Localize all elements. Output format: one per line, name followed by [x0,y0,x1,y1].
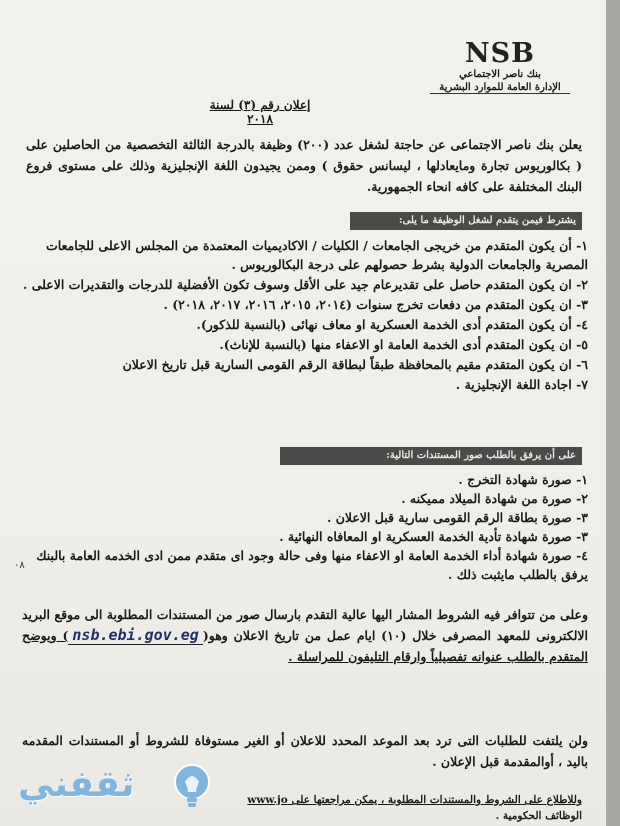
list-item: ٦- ان يكون المتقدم مقيم بالمحافظة طبقاً لبطاقة الرقم القومى السارية قبل تاريخ الاعلان [122,357,588,372]
list-item: ١- صورة شهادة التخرج . [458,472,588,487]
page-edge [606,0,620,826]
list-item: ٢- ان يكون المتقدم حاصل على تقديرعام جيد على الأقل وسوف تكون الأفضلية للدرجات والتقديرات الاعلى . [23,277,588,292]
email-address: nsb.ebi.gov.eg [68,626,202,645]
application-text: وعلى من تتوافر فيه الشروط المشار اليها عالية التقدم بارسال صور من المستندات المطلوبة الى موقع البريد الالكترونى للمعهد المصرفى خلال (١٠) ايام عمل من تاريخ الاعلان وهو( [22,607,589,643]
list-item: ١- أن يكون المتقدم من خريجى الجامعات / الكليات / الاكاديميات المعتمدة من المجلس الاعلى للجامعات المصرية والجامعات الدولية بشرط حصولهم على درجة البكالوريوس . [45,238,588,272]
margin-number: ٠٨ [14,560,25,571]
list-item: ٥- ان يكون المتقدم أدى الخدمة العامة او الاعفاء منها (بالنسبة للإناث). [219,337,588,352]
footer-line: الوظائف الحكومية . [495,810,582,822]
documents-list [22,470,588,584]
bank-name: بنك ناصر الاجتماعي [459,69,541,80]
notice-paragraph: ولن يلتفت للطلبات التى ترد بعد الموعد المحدد للاعلان أو الغير مستوفاة للشروط أو المستندات المقدمه باليد ، أوالمقدمة قبل الإعلان . [22,733,588,769]
list-item: ٤- صورة شهادة أداء الخدمة العامة او الاعفاء منها وفى حالة وجود اى متقدم ممن ادى الخدمه العامة بالبنك يرفق بالطلب مايثبت ذلك . [36,548,588,582]
announcement-title: إعلان رقم (٣) لسنة ٢٠١٨ [209,98,311,126]
list-item: ٤- أن يكون المتقدم أدى الخدمة العسكرية او معاف نهائى (بالنسبة للذكور). [196,317,588,332]
watermark-text: ثقفني [18,764,135,805]
footer-line: وللاطلاع على الشروط والمستندات المطلوبة ، يمكن مراجعتها على www.jo [247,794,582,806]
list-item: ٣- ان يكون المتقدم من دفعات تخرج سنوات (٢٠١٤، ٢٠١٥، ٢٠١٦، ٢٠١٧، ٢٠١٨) . [163,297,588,312]
department-name: الإدارة العامة للموارد البشرية [430,82,570,94]
intro-paragraph: يعلن بنك ناصر الاجتماعى عن حاجتة لشغل عدد (٢٠٠) وظيفة بالدرجة الثالثة التخصصية من الحاصلين على ( بكالوريوس تجارة ومايعادلها ، ليسانس حقوق ) وممن يجيدون اللغة الإنجليزية وذلك على مستوى فروع البنك المختلفة على كافه انحاء الجمهورية. [26,137,582,194]
list-item: ٣- صورة شهادة تأدية الخدمة العسكرية او المعافاه النهائية . [279,529,588,544]
list-item: ٢- صورة من شهادة الميلاد مميكنه . [401,491,588,506]
application-paragraph [22,604,588,667]
list-item: ٧- اجادة اللغة الإنجليزية . [455,377,588,392]
requirements-list [22,236,588,395]
application-text-end: ) ويوضح المتقدم بالطلب عنوانه تفصيلياً وارقام التليفون للمراسلة . [22,628,588,664]
requirements-heading: يشترط فيمن يتقدم لشغل الوظيفة ما يلى: [350,212,582,230]
logo-mark: NSB [465,38,535,69]
documents-heading: على أن يرفق بالطلب صور المستندات التالية: [280,447,582,465]
lightbulb-icon [168,760,216,812]
list-item: ٣- صورة بطاقة الرقم القومى سارية قبل الاعلان . [326,510,588,525]
watermark [18,758,238,818]
bank-logo [430,38,570,94]
